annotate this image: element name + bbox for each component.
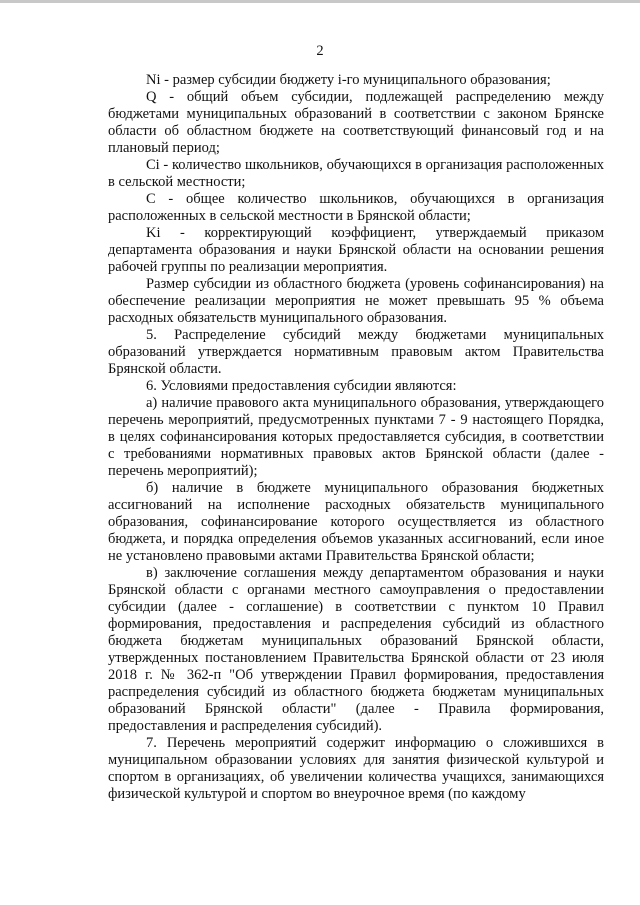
paragraph-item-7: 7. Перечень мероприятий содержит информацию о сложившихся в муниципальном образовании условиях для занятия физической культурой и спортом в организациях, об увеличении количества учащихся, занимающихся физической культурой и спортом во внеурочное время (по каждому xyxy=(108,735,604,802)
paragraph-subsidy-size: Размер субсидии из областного бюджета (уровень софинансирования) на обеспечение реализации мероприятия не может превышать 95 % объема расходных обязательств муниципального образования. xyxy=(108,276,604,326)
paragraph-c-definition: С - общее количество школьников, обучающихся в организация расположенных в сельской местности в Брянской области; xyxy=(108,191,604,224)
paragraph-item-6v: в) заключение соглашения между департаментом образования и науки Брянской области с органами местного самоуправления о предоставлении субсидии (далее - соглашение) в соответствии с пунктом 10 Правил формирования, предоставления и распределения субсидий из областного бюджета бюджетам муниципальных образований Брянской области, утвержденных постановлением Правительства Брянской области от 23 июля 2018 г. № 362-п "Об утверждении Правил формирования, предоставления распределения субсидий из областного бюджета бюджетам муниципальных образований Брянской области" (далее - Правила формирования, предоставления и распределения субсидий). xyxy=(108,565,604,734)
paragraph-ni-definition: Ni - размер субсидии бюджету i-го муниципального образования; xyxy=(146,72,551,88)
paragraph-q-definition: Q - общий объем субсидии, подлежащей распределению между бюджетами муниципальных образований в соответствии с законом Брянске области об областном бюджете на соответствующий финансовый год и на плановый период; xyxy=(108,89,604,156)
paragraph-item-5: 5. Распределение субсидий между бюджетами муниципальных образований утверждается нормативным правовым актом Правительства Брянской области. xyxy=(108,327,604,377)
paragraph-ki-definition: Ki - корректирующий коэффициент, утверждаемый приказом департамента образования и науки Брянской области на основании решения рабочей группы по реализации мероприятия. xyxy=(108,225,604,275)
paragraph-item-6a: а) наличие правового акта муниципального образования, утверждающего перечень мероприятий, предусмотренных пунктами 7 - 9 настоящего Порядка, в целях софинансирования которых предоставляется субсидия, в соответствии с требованиями нормативных правовых актов Брянской области (далее - перечень мероприятий); xyxy=(108,395,604,479)
paragraph-ci-definition: Ci - количество школьников, обучающихся в организация расположенных в сельской местности; xyxy=(108,157,604,190)
page-top-edge xyxy=(0,0,640,3)
paragraph-item-6b: б) наличие в бюджете муниципального образования бюджетных ассигнований на исполнение расходных обязательств муниципального образования, софинансирование которого осуществляется из областного бюджета, и порядка определения объемов указанных ассигнований, если иное не установлено правовыми актами Правительства Брянской области; xyxy=(108,480,604,564)
page-number: 2 xyxy=(316,43,324,59)
document-body xyxy=(108,72,604,803)
paragraph-item-6: 6. Условиями предоставления субсидии являются: xyxy=(146,378,457,394)
